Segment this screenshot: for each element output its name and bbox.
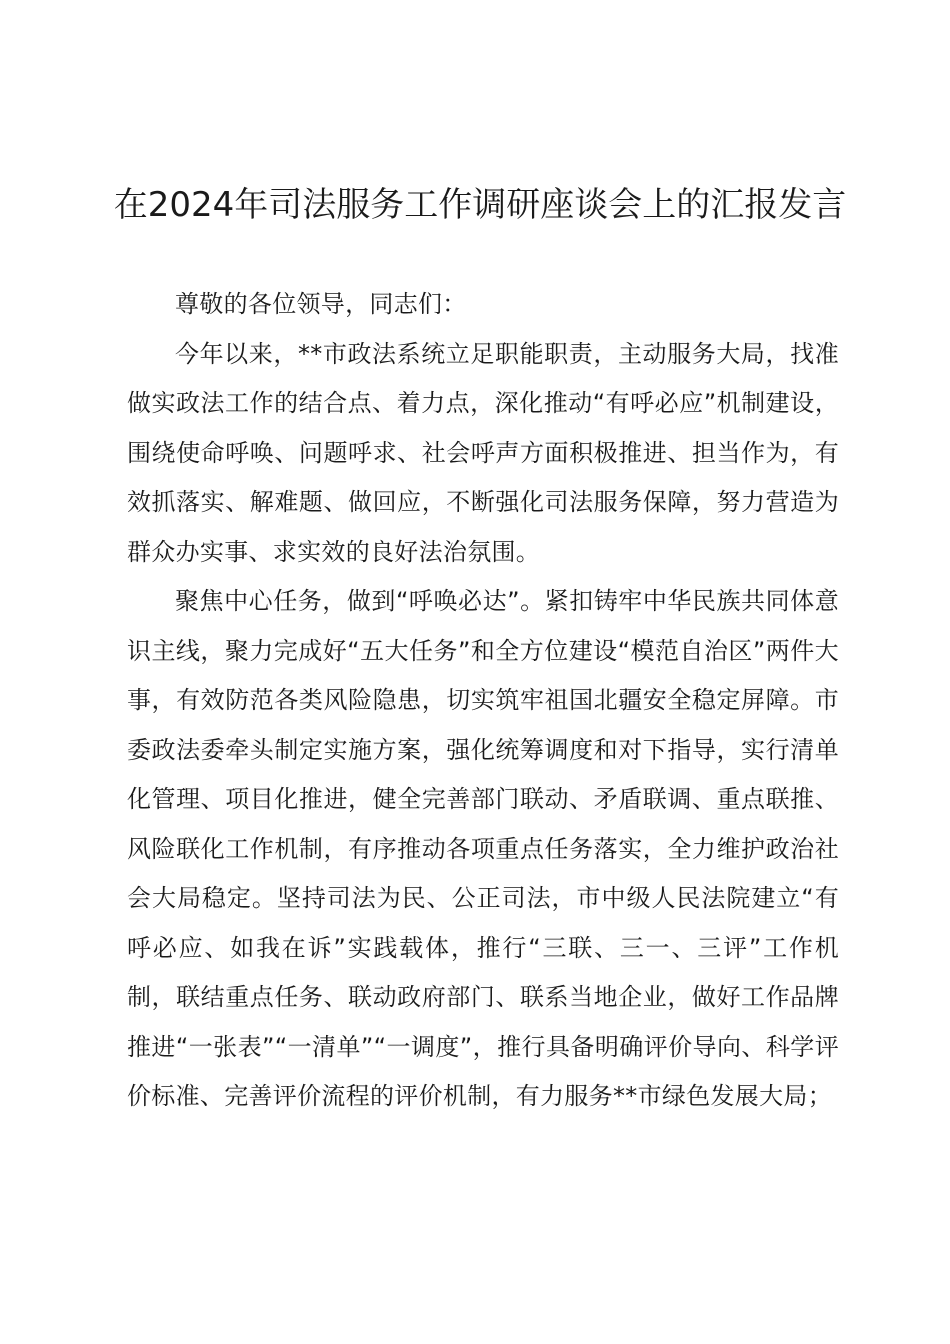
- document-title: 在2024年司法服务工作调研座谈会上的汇报发言: [113, 185, 847, 225]
- paragraph-2: 聚焦中心任务，做到“呼唤必达”。紧扣铸牢中华民族共同体意识主线，聚力完成好“五大任务”和全方位建设“模范自治区”两件大事，有效防范各类风险隐患，切实筑牢祖国北疆安全稳定屏障。市委政法委牵头制定实施方案，强化统筹调度和对下指导，实行清单化管理、项目化推进，健全完善部门联动、矛盾联调、重点联推、风险联化工作机制，有序推动各项重点任务落实，全力维护政治社会大局稳定。坚持司法为民、公正司法，市中级人民法院建立“有呼必应、如我在诉”实践载体，推行“三联、三一、三评”工作机制，联结重点任务、联动政府部门、联系当地企业，做好工作品牌推进“一张表”“一清单”“一调度”，推行具备明确评价导向、科学评价标准、完善评价流程的评价机制，有力服务**市绿色发展大局；: [127, 587, 839, 1110]
- paragraph-1: 今年以来，**市政法系统立足职能职责，主动服务大局，找准做实政法工作的结合点、着力点，深化推动“有呼必应”机制建设，围绕使命呼唤、问题呼求、社会呼声方面积极推进、担当作为，有效抓落实、解难题、做回应，不断强化司法服务保障，努力营造为群众办实事、求实效的良好法治氛围。: [127, 339, 839, 566]
- salutation: 尊敬的各位领导，同志们：: [175, 290, 467, 318]
- document-body: [127, 280, 839, 1122]
